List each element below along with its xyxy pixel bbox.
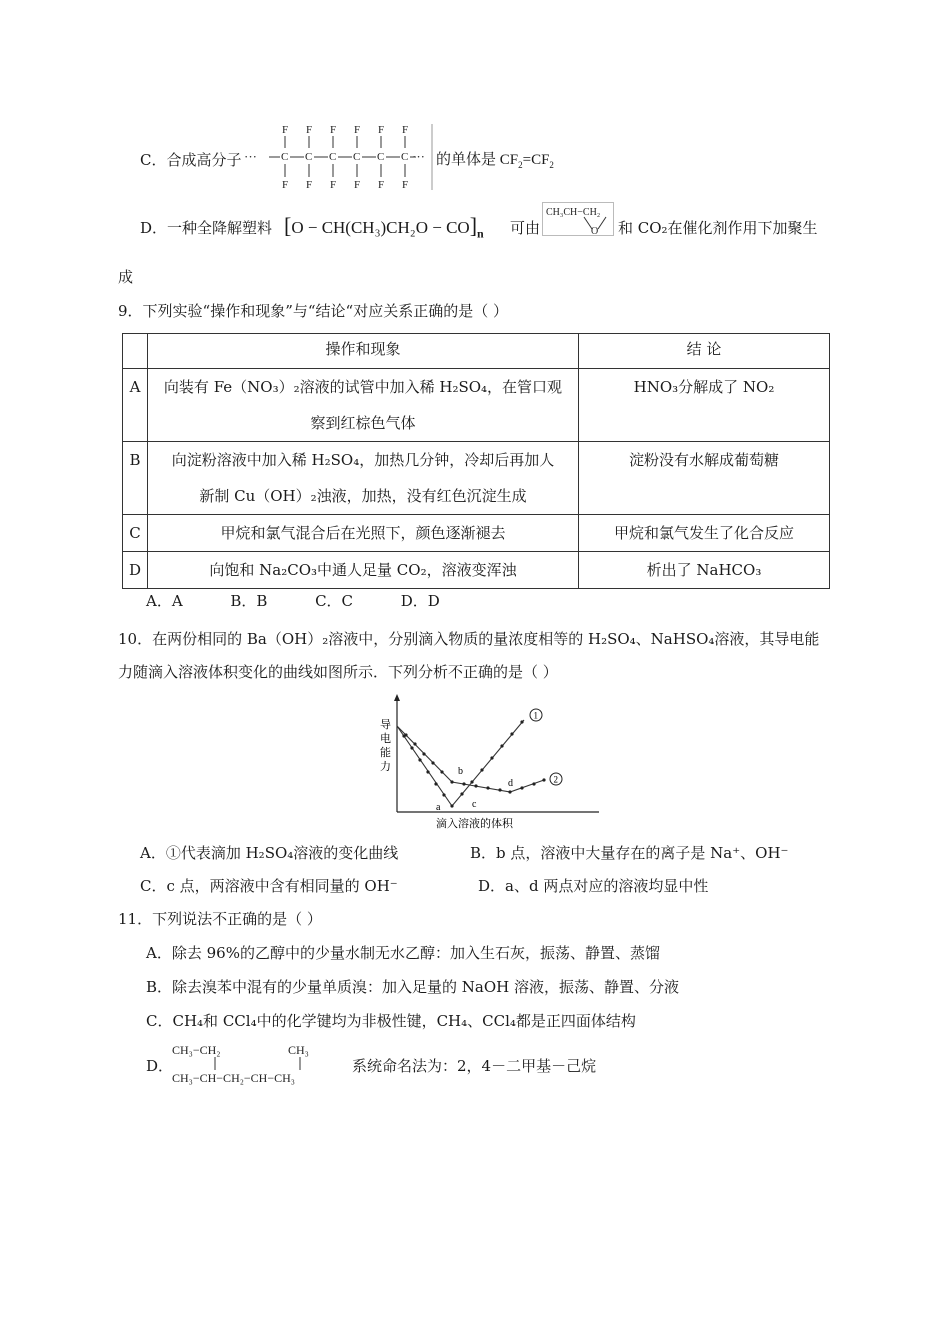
header-conclusion: 结 论 xyxy=(579,334,830,369)
header-blank xyxy=(123,334,148,369)
fluoropolymer-structure xyxy=(244,122,436,192)
f-atom: F xyxy=(282,179,289,191)
ylabel-char: 能 xyxy=(380,747,391,759)
table-row xyxy=(123,442,830,515)
header-operation: 操作和现象 xyxy=(148,334,579,369)
q8-option-d-suffix: 和 CO₂在催化剂作用下加聚生 xyxy=(618,219,818,237)
f-atom: F xyxy=(354,124,361,136)
curve-1 xyxy=(397,720,524,806)
c-atom: C xyxy=(329,151,337,163)
svg-text:CH₃−CH−CH₂−CH−CH₃: CH₃−CH−CH₂−CH−CH₃ xyxy=(172,1071,295,1085)
row-label: D xyxy=(123,552,148,589)
q8-option-c-prefix: C．合成高分子 xyxy=(140,151,242,169)
svg-text:CH₃CH−CH₂: CH₃CH−CH₂ xyxy=(546,207,601,218)
f-atom: F xyxy=(330,179,337,191)
point-c-label: c xyxy=(472,799,477,810)
svg-text:···: ··· xyxy=(412,149,425,164)
svg-text:2: 2 xyxy=(553,774,558,785)
c-atom: C xyxy=(353,151,361,163)
q9-table xyxy=(122,333,830,589)
svg-text:···: ··· xyxy=(244,149,257,164)
q11-stem: 11．下列说法不正确的是（ ） xyxy=(118,910,322,928)
svg-text:O: O xyxy=(591,226,599,236)
f-atom: F xyxy=(282,124,289,136)
q8-option-d-middle: 可由 xyxy=(510,219,541,237)
row-label: B xyxy=(123,442,148,515)
ylabel-char: 导 xyxy=(380,719,391,731)
q10-stem-line2: 力随滴入溶液体积变化的曲线如图所示．下列分析不正确的是（ ） xyxy=(118,663,558,681)
conductivity-chart xyxy=(374,694,606,834)
ylabel-char: 电 xyxy=(380,733,391,745)
polymer-formula: $[O - CH(CH_3)CH_2O - CO]_n$ xyxy=(284,213,484,241)
q9-stem: 9．下列实验“操作和现象”与“结论“对应关系正确的是（ ） xyxy=(118,302,508,320)
f-atom: F xyxy=(378,124,385,136)
c-atom: C xyxy=(305,151,313,163)
f-atom: F xyxy=(354,179,361,191)
q11-option-b: B．除去溴苯中混有的少量单质溴：加入足量的 NaOH 溶液，振荡、静置、分液 xyxy=(146,978,680,996)
epoxide-structure xyxy=(542,202,614,236)
table-header-row xyxy=(123,334,830,369)
point-b-label: b xyxy=(458,766,463,777)
hexane-structure xyxy=(170,1039,352,1087)
c-atom: C xyxy=(377,151,385,163)
xlabel: 滴入溶液的体积 xyxy=(436,818,513,830)
row-label: A xyxy=(123,369,148,442)
q8-option-c-suffix: 的单体是 $CF_2=CF_2$ xyxy=(436,152,554,170)
point-a-label: a xyxy=(436,802,441,813)
row-operation: 向淀粉溶液中加入稀 H₂SO₄，加热几分钟，冷却后再加人 新制 Cu（OH）₂浊液，加热，没有红色沉淀生成 xyxy=(148,442,579,515)
table-row xyxy=(123,552,830,589)
point-d-label: d xyxy=(508,778,513,789)
q8-option-d-prefix: D．一种全降解塑料 xyxy=(140,219,273,237)
table-row xyxy=(123,515,830,552)
row-operation: 向装有 Fe（NO₃）₂溶液的试管中加入稀 H₂SO₄，在管口观 察到红棕色气体 xyxy=(148,369,579,442)
q11-option-a: A．除去 96%的乙醇中的少量水制无水乙醇：加入生石灰，振荡、静置、蒸馏 xyxy=(146,944,660,962)
svg-text:CH₃−CH₂: CH₃−CH₂ xyxy=(172,1043,221,1057)
row-label: C xyxy=(123,515,148,552)
f-atom: F xyxy=(402,179,409,191)
q11-option-d-text: 系统命名法为：2，4－二甲基－己烷 xyxy=(352,1057,597,1075)
ylabel-char: 力 xyxy=(380,761,391,773)
table-row xyxy=(123,369,830,442)
q10-stem-line1: 10．在两份相同的 Ba（OH）₂溶液中，分别滴入物质的量浓度相等的 H₂SO₄、NaHSO₄溶液，其导电能 xyxy=(118,630,820,648)
row-conclusion: 析出了 NaHCO₃ xyxy=(579,552,830,589)
q11-option-c: C．CH₄和 CCl₄中的化学键均为非极性键，CH₄、CCl₄都是正四面体结构 xyxy=(146,1012,636,1030)
row-operation: 甲烷和氯气混合后在光照下，颜色逐渐褪去 xyxy=(148,515,579,552)
c-atom: C xyxy=(401,151,409,163)
row-conclusion: HNO₃分解成了 NO₂ xyxy=(579,369,830,442)
q10-option-a: A．①代表滴加 H₂SO₄溶液的变化曲线 xyxy=(140,844,399,862)
svg-text:1: 1 xyxy=(533,710,538,721)
c-atom: C xyxy=(281,151,289,163)
q10-option-b: B．b 点，溶液中大量存在的离子是 Na⁺、OH⁻ xyxy=(470,844,789,862)
f-atom: F xyxy=(306,179,313,191)
f-atom: F xyxy=(330,124,337,136)
q11-option-d-label: D． xyxy=(146,1057,174,1075)
row-conclusion: 淀粉没有水解成葡萄糖 xyxy=(579,442,830,515)
q10-option-c: C．c 点，两溶液中含有相同量的 OH⁻ xyxy=(140,877,398,895)
f-atom: F xyxy=(402,124,409,136)
q9-options: A．A B．B C．C D．D xyxy=(146,592,440,610)
f-atom: F xyxy=(306,124,313,136)
row-operation: 向饱和 Na₂CO₃中通人足量 CO₂，溶液变浑浊 xyxy=(148,552,579,589)
svg-text:CH₃: CH₃ xyxy=(288,1043,309,1057)
f-atom: F xyxy=(378,179,385,191)
q10-option-d: D．a、d 两点对应的溶液均显中性 xyxy=(478,877,709,895)
q8-option-d-continuation: 成 xyxy=(118,268,134,286)
row-conclusion: 甲烷和氯气发生了化合反应 xyxy=(579,515,830,552)
